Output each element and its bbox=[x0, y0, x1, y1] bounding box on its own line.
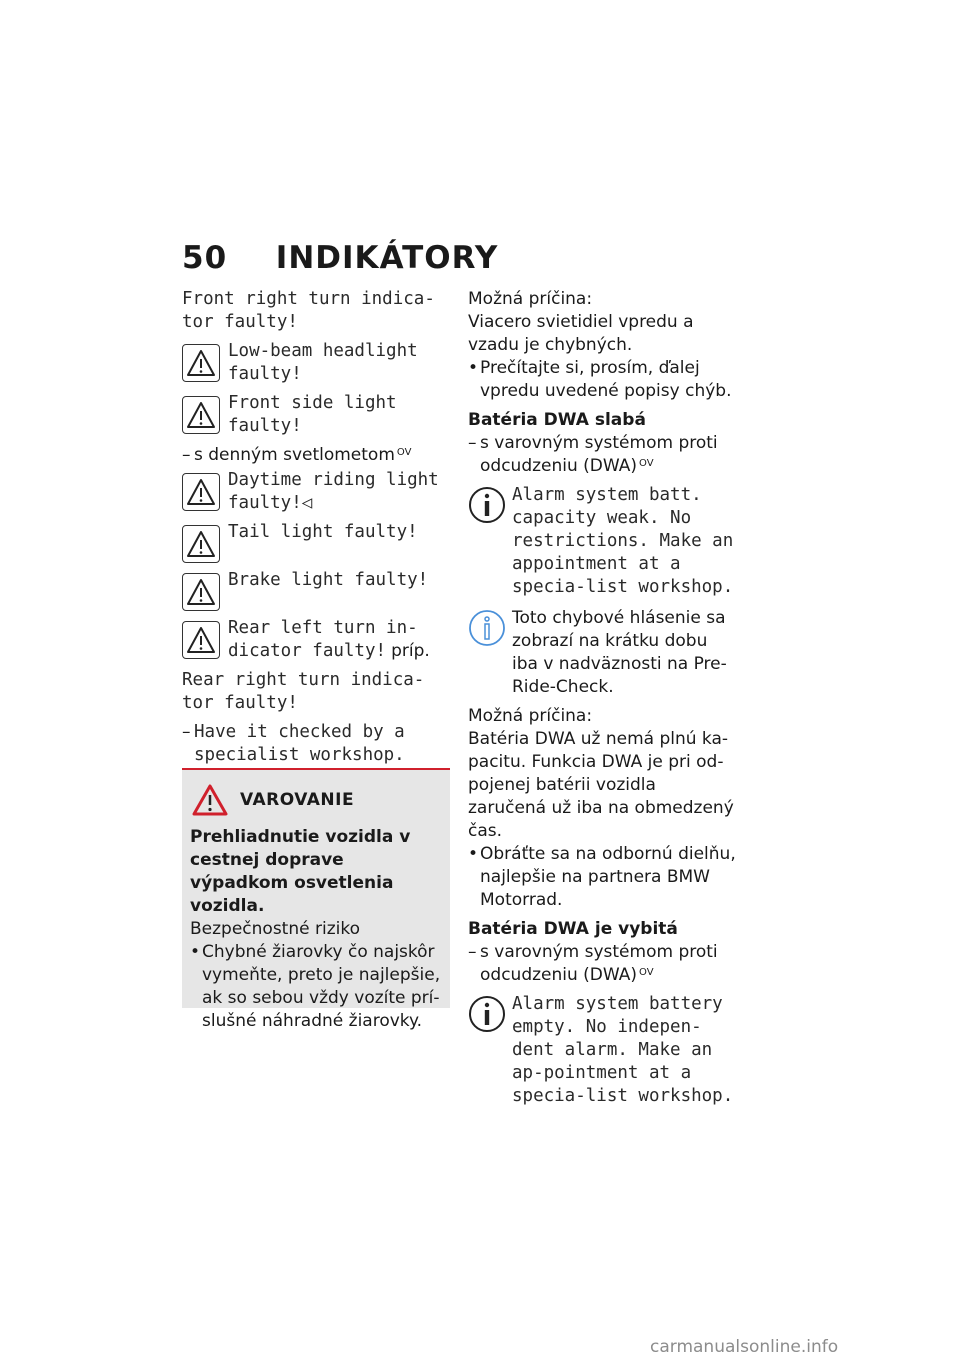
daylight-condition bbox=[182, 444, 452, 467]
message-text: Rear left turn in-dicator faulty! bbox=[228, 618, 418, 661]
warning-triangle-icon bbox=[182, 396, 220, 434]
intro-message: Front right turn indica-tor faulty! bbox=[182, 289, 435, 332]
dash-mark: – bbox=[182, 722, 191, 742]
cause-label: Možná príčina: bbox=[468, 706, 593, 726]
warning-row-brake bbox=[182, 569, 452, 611]
dash-mark: – bbox=[468, 942, 477, 962]
message-text: Low-beam headlight faulty! bbox=[228, 341, 418, 384]
bullet-mark: • bbox=[468, 844, 479, 864]
warning-row-tail bbox=[182, 521, 452, 563]
section-heading-dwa-weak: Batéria DWA slabá bbox=[468, 410, 646, 430]
warning-bold-text: Prehliadnutie vozidla v cestnej doprave výpadkom osvetlenia vozidla. bbox=[190, 827, 411, 916]
condition-text: s varovným systémom proti odcudzeniu (DWA) bbox=[480, 942, 718, 985]
warning-triangle-icon bbox=[182, 621, 220, 659]
message-text: Front side light faulty! bbox=[228, 393, 397, 436]
warning-bullet bbox=[190, 941, 442, 1033]
sup-ov: OV bbox=[639, 458, 654, 469]
bullet-text: Obráťte sa na odbornú dielňu, najlepšie na partnera BMW Motorrad. bbox=[480, 844, 736, 910]
bullet-text: Chybné žiarovky čo najskôr vymeňte, preto je najlepšie, ak so sebou vždy vozíte prí-slušné náhradné žiarovky. bbox=[202, 942, 441, 1031]
message-text: Tail light faulty! bbox=[228, 522, 418, 542]
cause-text: Batéria DWA už nemá plnú ka-pacitu. Funkcia DWA je pri od-pojenej batérii vozidla zaručená už iba na obmedzený čas. bbox=[468, 729, 734, 841]
dash-mark: – bbox=[468, 433, 477, 453]
bullet-mark: • bbox=[190, 942, 201, 962]
dash-mark: – bbox=[182, 445, 191, 465]
bullet-item bbox=[468, 843, 738, 912]
info-message-row bbox=[468, 993, 738, 1108]
warning-row-daytime bbox=[182, 469, 452, 515]
info-message-row bbox=[468, 484, 738, 599]
rear-right-message: Rear right turn indica-tor faulty! bbox=[182, 670, 425, 713]
condition-text: s varovným systémom proti odcudzeniu (DWA) bbox=[480, 433, 718, 476]
info-icon bbox=[468, 995, 506, 1033]
warning-row-rear-left bbox=[182, 617, 452, 663]
message-text: Brake light faulty! bbox=[228, 570, 429, 590]
bullet-mark: • bbox=[468, 358, 479, 378]
condition-text: s denným svetlometom bbox=[194, 445, 395, 465]
right-column bbox=[468, 288, 738, 1108]
check-instruction bbox=[182, 721, 452, 767]
note-text: Toto chybové hlásenie sa zobrazí na krátku dobu iba v nadväznosti na Pre-Ride-Check. bbox=[512, 608, 727, 697]
cause-label: Možná príčina: bbox=[468, 289, 593, 309]
dwa-condition bbox=[468, 941, 738, 987]
instruction-text: Have it checked by a specialist workshop. bbox=[194, 722, 405, 765]
bullet-text: Prečítajte si, prosím, ďalej vpredu uvedené popisy chýb. bbox=[480, 358, 732, 401]
footer-watermark: carmanualsonline.info bbox=[650, 1337, 839, 1357]
warning-triangle-icon bbox=[182, 573, 220, 611]
sup-ov: OV bbox=[396, 447, 412, 458]
message-text: Alarm system battery empty. No indepen-dent alarm. Make an ap-pointment at a specia-list workshop. bbox=[512, 994, 734, 1106]
warning-triangle-icon bbox=[182, 473, 220, 511]
dwa-condition bbox=[468, 432, 738, 478]
sup-ov: OV bbox=[639, 967, 654, 978]
cause-text: Viacero svietidiel vpredu a vzadu je chybných. bbox=[468, 312, 694, 355]
warning-row-front-side bbox=[182, 392, 452, 438]
message-text: Alarm system batt. capacity weak. No restrictions. Make an appointment at a specia-list workshop. bbox=[512, 485, 734, 597]
warning-title: VAROVANIE bbox=[240, 790, 355, 810]
info-note-row bbox=[468, 607, 738, 699]
warning-triangle-icon bbox=[182, 525, 220, 563]
warning-risk: Bezpečnostné riziko bbox=[190, 919, 360, 939]
page-number: 50 bbox=[182, 240, 228, 276]
warning-triangle-red-icon bbox=[192, 784, 228, 816]
left-column bbox=[182, 288, 452, 767]
info-outline-icon bbox=[468, 609, 506, 647]
bullet-item bbox=[468, 357, 738, 403]
info-icon bbox=[468, 486, 506, 524]
warning-row-low-beam bbox=[182, 340, 452, 386]
warning-box bbox=[182, 768, 450, 1031]
alternative-word: príp. bbox=[391, 641, 430, 661]
warning-triangle-icon bbox=[182, 344, 220, 382]
warning-header bbox=[190, 784, 442, 816]
section-heading-dwa-empty: Batéria DWA je vybitá bbox=[468, 919, 678, 939]
page-title: INDIKÁTORY bbox=[275, 240, 499, 276]
message-text: Daytime riding light faulty!◁ bbox=[228, 470, 439, 513]
page-header bbox=[182, 240, 498, 276]
